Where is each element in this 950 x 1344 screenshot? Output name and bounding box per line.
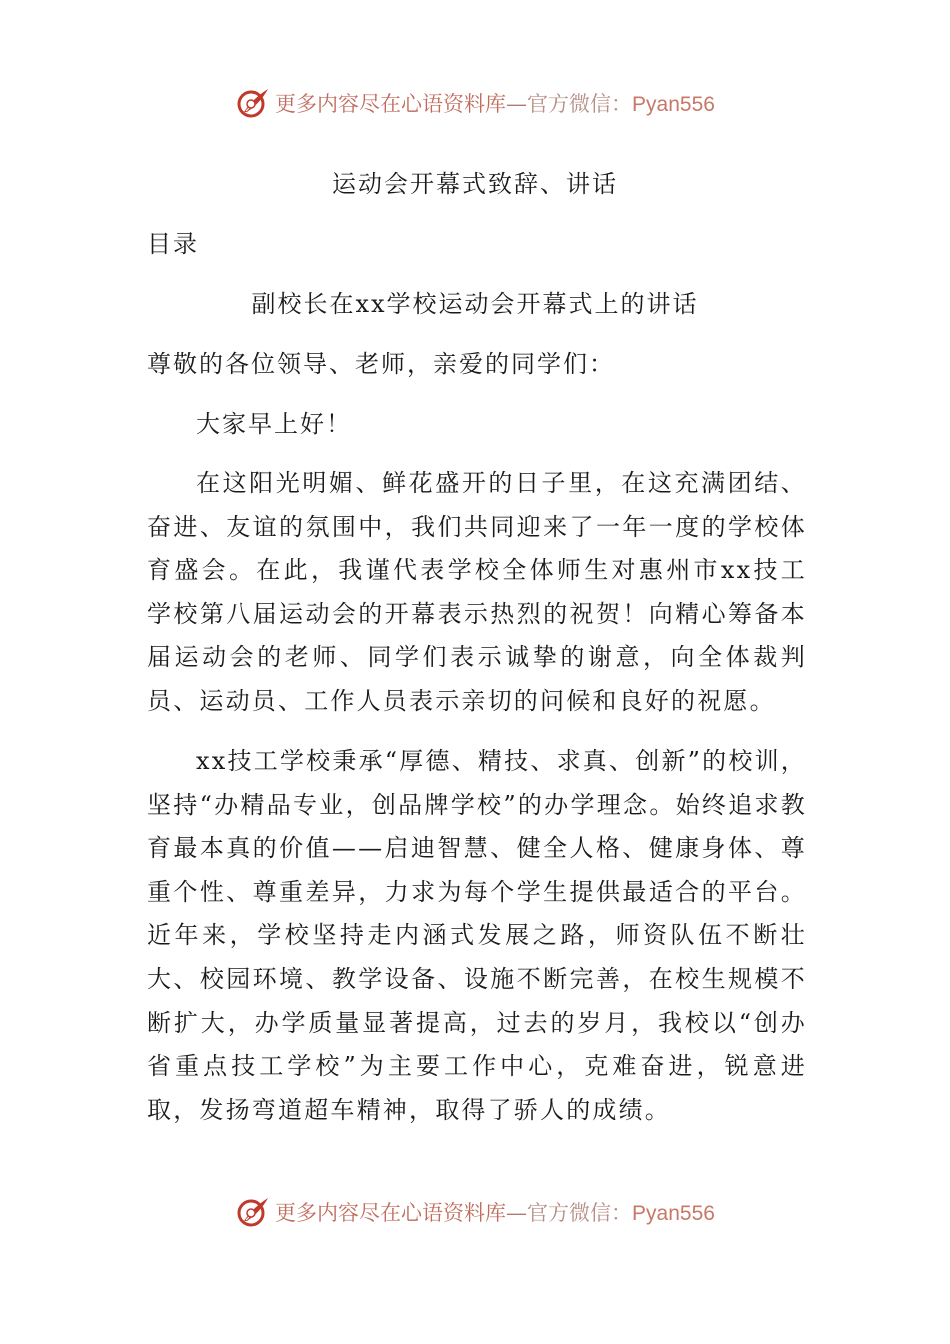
greeting: 大家早上好！: [196, 410, 352, 438]
watermark-dash: —: [506, 92, 528, 116]
watermark-wechat-label: 官方微信：: [527, 92, 633, 116]
watermark-wechat-id: Pyan556: [632, 93, 715, 116]
watermark-wechat-id: Pyan556: [632, 1202, 715, 1225]
speech-title: 副校长在xx学校运动会开幕式上的讲话: [251, 290, 699, 318]
watermark-main-text: 更多内容尽在心语资料库: [275, 1201, 507, 1225]
quill-pen-logo-icon: [235, 1194, 271, 1230]
watermark-dash: —: [506, 1201, 528, 1225]
document-title: 运动会开幕式致辞、讲话: [332, 170, 618, 198]
watermark-main-text: 更多内容尽在心语资料库: [275, 92, 507, 116]
header-watermark-banner: [0, 83, 950, 123]
watermark-wechat-label: 官方微信：: [527, 1201, 633, 1225]
toc-label: 目录: [147, 230, 199, 258]
body-paragraph-1: 在这阳光明媚、鲜花盛开的日子里，在这充满团结、奋进、友谊的氛围中，我们共同迎来了一年一度的学校体育盛会。在此，我谨代表学校全体师生对惠州市xx技工学校第八届运动会的开幕表示热烈的祝贺！向精心筹备本届运动会的老师、同学们表示诚挚的谢意，向全体裁判员、运动员、工作人员表示亲切的问候和良好的祝愿。: [147, 469, 807, 715]
quill-pen-logo-icon: [235, 85, 271, 121]
body-paragraph-2: xx技工学校秉承“厚德、精技、求真、创新”的校训，坚持“办精品专业，创品牌学校”的办学理念。始终追求教育最本真的价值——启迪智慧、健全人格、健康身体、尊重个性、尊重差异，力求为每个学生提供最适合的平台。近年来，学校坚持走内涵式发展之路，师资队伍不断壮大、校园环境、教学设备、设施不断完善，在校生规模不断扩大，办学质量显著提高，过去的岁月，我校以“创办省重点技工学校”为主要工作中心，克难奋进，锐意进取，发扬弯道超车精神，取得了骄人的成绩。: [147, 747, 807, 1124]
footer-watermark-banner: [0, 1192, 950, 1232]
watermark-text: [275, 1197, 715, 1227]
watermark-text: [275, 88, 715, 118]
salutation: 尊敬的各位领导、老师，亲爱的同学们：: [147, 350, 615, 378]
